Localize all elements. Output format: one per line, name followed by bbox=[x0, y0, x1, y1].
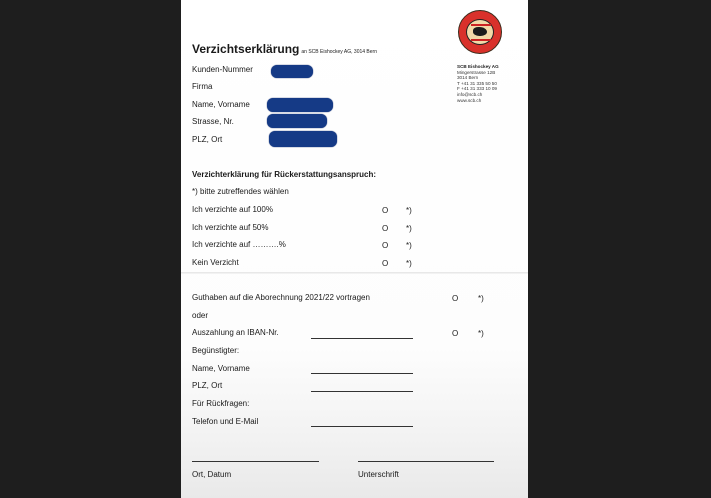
option-mark-100: *) bbox=[406, 206, 412, 215]
field-label-customer-number: Kunden-Nummer bbox=[192, 65, 253, 74]
phone-email-line[interactable] bbox=[311, 426, 413, 427]
redaction-street bbox=[267, 114, 327, 128]
option-mark-custom: *) bbox=[406, 241, 412, 250]
signature-line[interactable] bbox=[358, 461, 494, 462]
redaction-customer-number bbox=[271, 65, 313, 78]
field-label-name: Name, Vorname bbox=[192, 100, 250, 109]
iban-circle[interactable]: O bbox=[452, 329, 459, 338]
option-mark-none: *) bbox=[406, 259, 412, 268]
queries-label: Für Rückfragen: bbox=[192, 399, 250, 408]
beneficiary-city-label: PLZ, Ort bbox=[192, 381, 223, 390]
place-date-label: Ort, Datum bbox=[192, 470, 232, 479]
iban-label: Auszahlung an IBAN-Nr. bbox=[192, 328, 279, 337]
beneficiary-city-line[interactable] bbox=[311, 391, 413, 392]
carry-forward-mark: *) bbox=[478, 294, 484, 303]
document-title: Verzichtserklärung an SCB Eishockey AG, 3014 Bern bbox=[192, 42, 377, 56]
redaction-city bbox=[269, 131, 337, 147]
option-label-custom: Ich verzichte auf ……….% bbox=[192, 240, 286, 249]
field-label-company: Firma bbox=[192, 82, 213, 91]
scanned-document bbox=[181, 0, 528, 498]
viewer-background-right bbox=[528, 0, 711, 498]
option-circle-50[interactable]: O bbox=[382, 224, 389, 233]
section1-heading: Verzichterklärung für Rückerstattungsanspruch: bbox=[192, 170, 377, 179]
beneficiary-label: Begünstigter: bbox=[192, 346, 240, 355]
option-circle-none[interactable]: O bbox=[382, 259, 389, 268]
section1-hint: *) bitte zutreffendes wählen bbox=[192, 187, 289, 196]
option-circle-100[interactable]: O bbox=[382, 206, 389, 215]
sender-web: www.scb.ch bbox=[457, 97, 482, 103]
field-label-city: PLZ, Ort bbox=[192, 135, 223, 144]
viewer-background-left bbox=[0, 0, 181, 498]
option-label-none: Kein Verzicht bbox=[192, 258, 239, 267]
paper-fold bbox=[181, 272, 528, 274]
sender-city: 3014 Bern bbox=[457, 75, 479, 81]
option-label-100: Ich verzichte auf 100% bbox=[192, 205, 273, 214]
sender-phone: T +41 31 335 50 50 bbox=[457, 80, 497, 86]
signature-label: Unterschrift bbox=[358, 470, 399, 479]
place-date-line[interactable] bbox=[192, 461, 319, 462]
phone-email-label: Telefon und E-Mail bbox=[192, 417, 259, 426]
redaction-name bbox=[267, 98, 333, 112]
sender-fax: F +41 31 333 10 09 bbox=[457, 86, 497, 92]
carry-forward-circle[interactable]: O bbox=[452, 294, 459, 303]
or-label: oder bbox=[192, 311, 209, 320]
field-label-street: Strasse, Nr. bbox=[192, 117, 234, 126]
beneficiary-name-label: Name, Vorname bbox=[192, 364, 250, 373]
sender-address bbox=[457, 64, 499, 103]
sender-email: info@scb.ch bbox=[457, 91, 483, 97]
option-circle-custom[interactable]: O bbox=[382, 241, 389, 250]
scb-bear-logo-icon bbox=[458, 10, 502, 54]
iban-line[interactable] bbox=[311, 338, 413, 339]
iban-mark: *) bbox=[478, 329, 484, 338]
document-title-subtitle: an SCB Eishockey AG, 3014 Bern bbox=[301, 49, 377, 55]
beneficiary-name-line[interactable] bbox=[311, 373, 413, 374]
sender-street: Mingerstrasse 12B bbox=[457, 69, 496, 75]
sender-name: SCB Eishockey AG bbox=[457, 64, 499, 69]
option-mark-50: *) bbox=[406, 224, 412, 233]
option-label-50: Ich verzichte auf 50% bbox=[192, 223, 269, 232]
carry-forward-label: Guthaben auf die Aborechnung 2021/22 vortragen bbox=[192, 293, 370, 302]
